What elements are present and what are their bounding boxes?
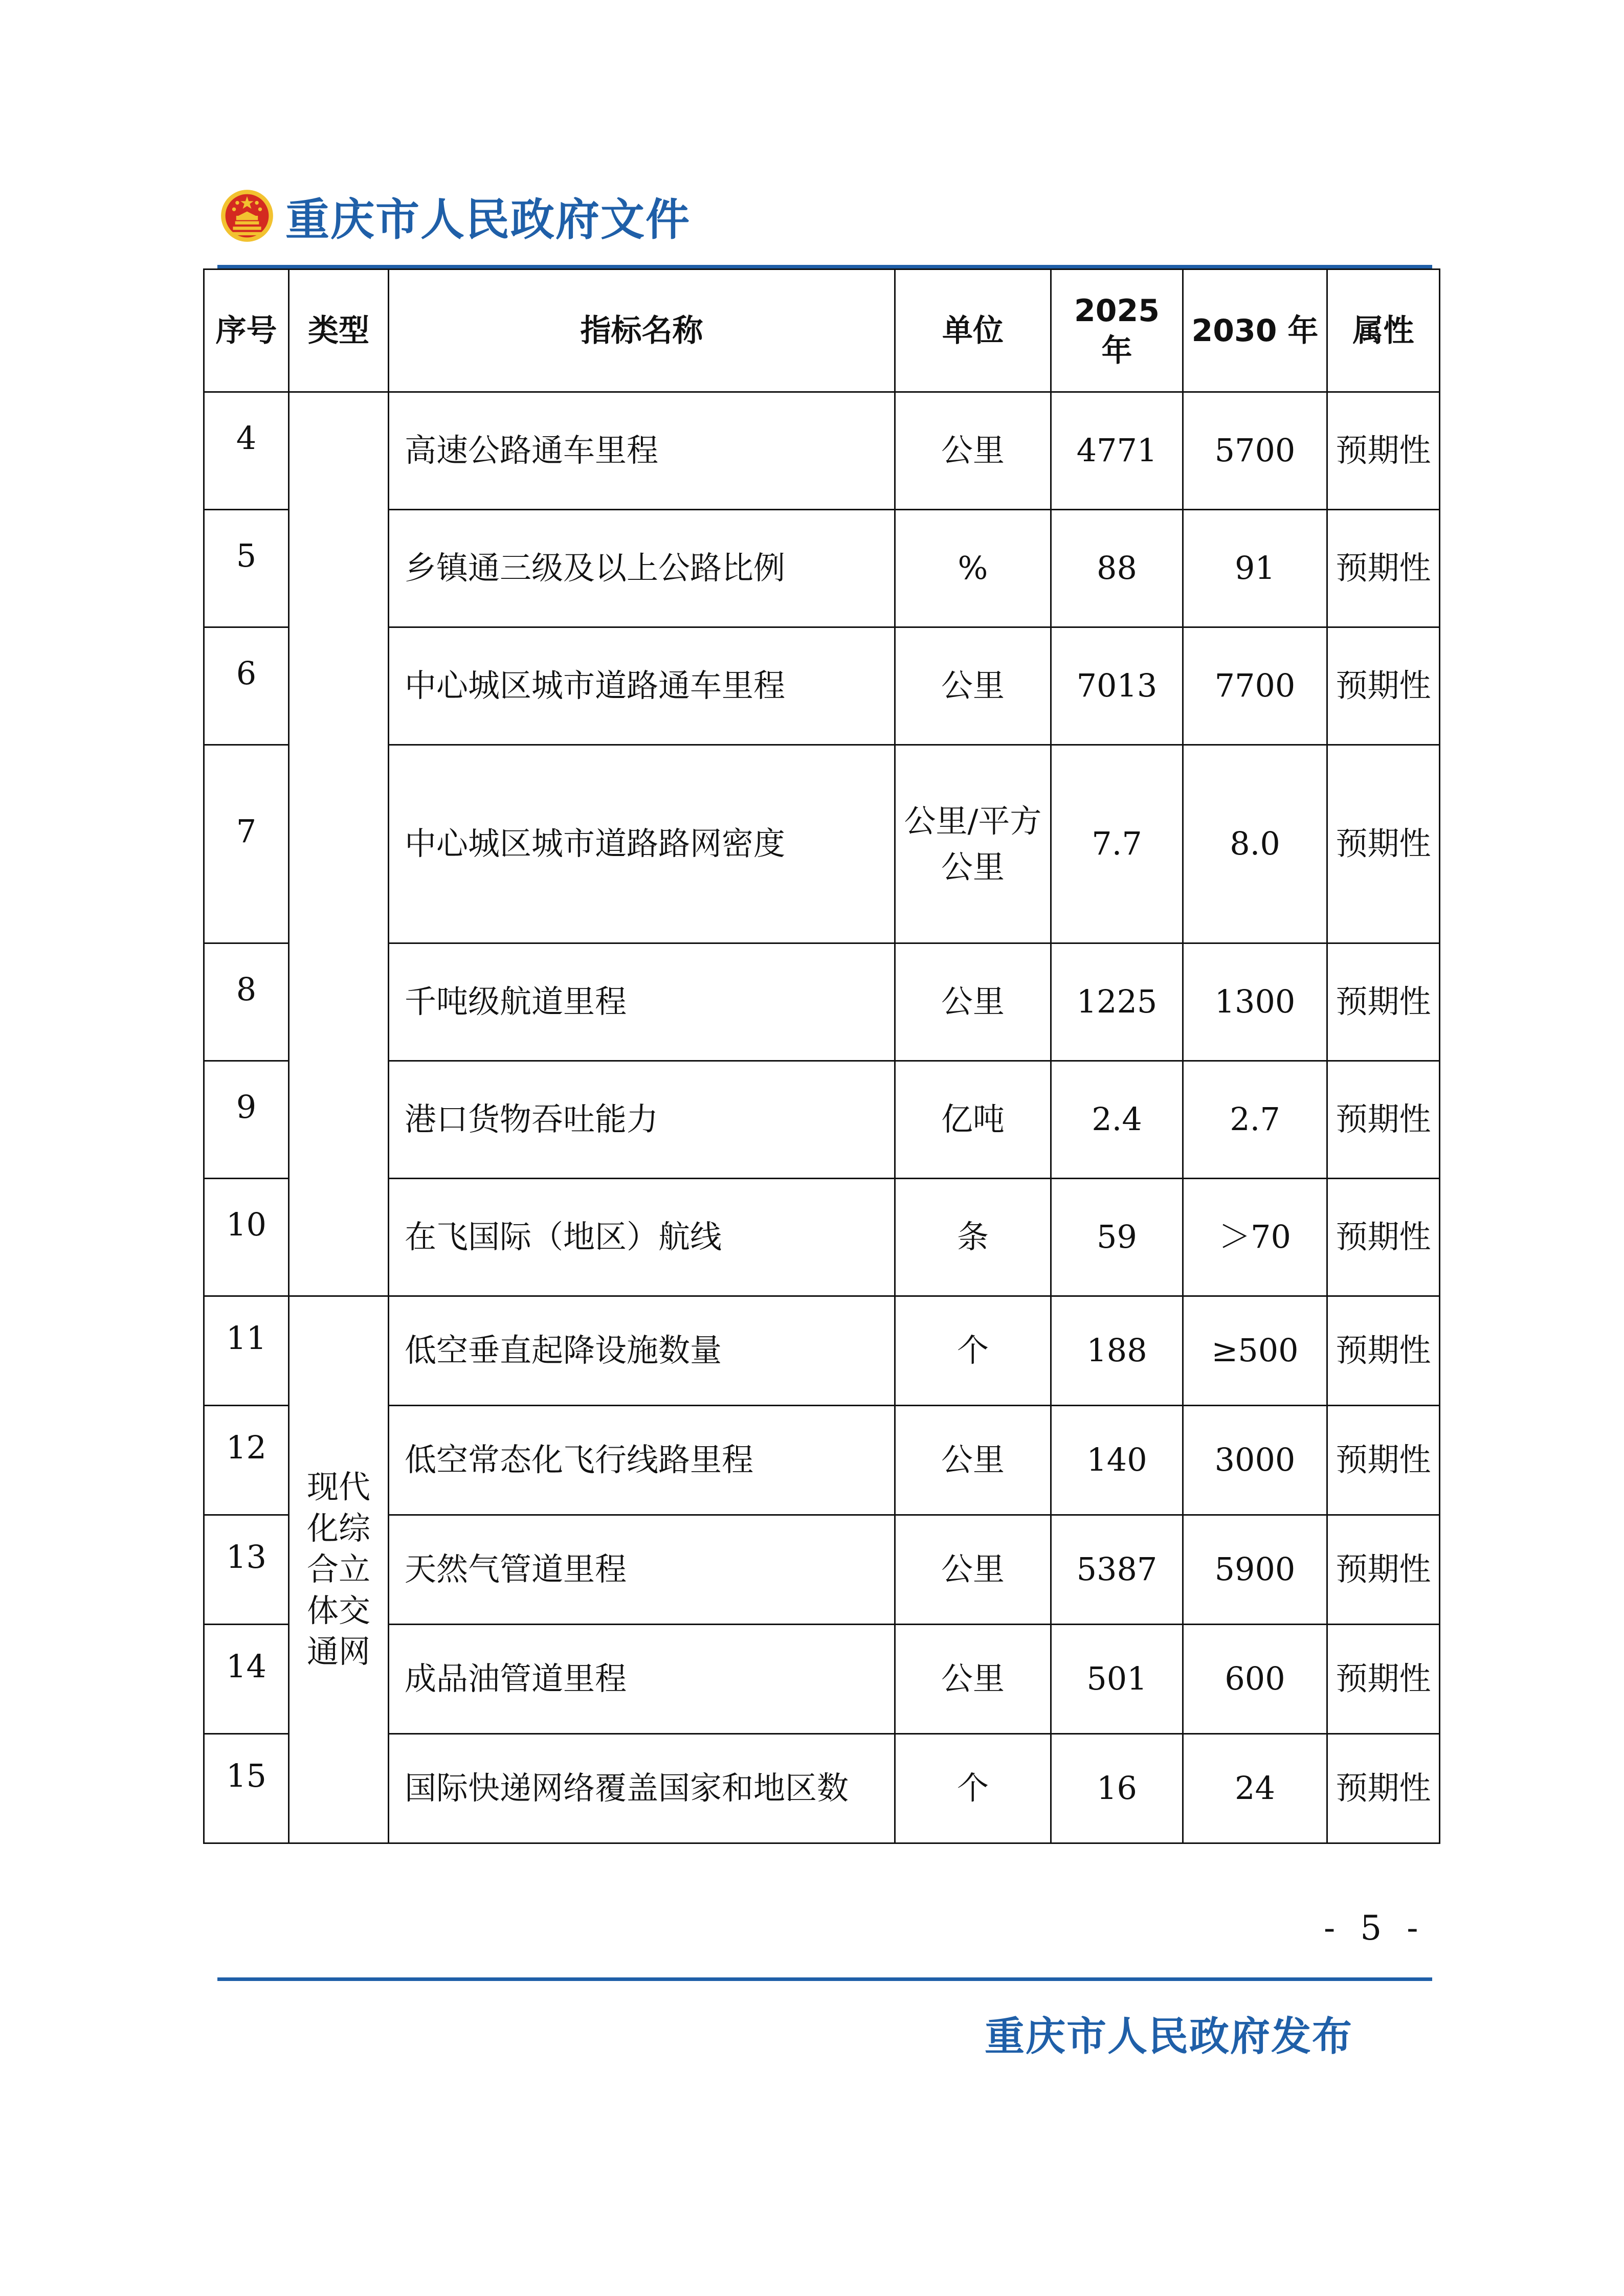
footer-rule: [217, 1977, 1432, 1981]
header-name: 指标名称: [389, 269, 895, 392]
unit-cell: 公里/平方公里: [895, 745, 1051, 943]
value-2025-cell: 501: [1051, 1625, 1183, 1734]
seq-cell: 11: [204, 1296, 289, 1406]
value-2030-cell: 600: [1183, 1625, 1327, 1734]
unit-cell: 个: [895, 1734, 1051, 1843]
header-seq: 序号: [204, 269, 289, 392]
table-header-row: [204, 269, 1440, 392]
attr-cell: 预期性: [1327, 1515, 1440, 1625]
value-2030-cell: 3000: [1183, 1406, 1327, 1515]
unit-cell: 个: [895, 1296, 1051, 1406]
seq-cell: 7: [204, 745, 289, 943]
table-row: [204, 1734, 1440, 1843]
value-2025-cell: 88: [1051, 510, 1183, 627]
name-cell: 高速公路通车里程: [389, 392, 895, 510]
attr-cell: 预期性: [1327, 745, 1440, 943]
seq-cell: 12: [204, 1406, 289, 1515]
header-title: 重庆市人民政府文件: [285, 194, 691, 245]
attr-cell: 预期性: [1327, 1625, 1440, 1734]
unit-cell: 公里: [895, 627, 1051, 745]
value-2030-cell: 1300: [1183, 943, 1327, 1061]
footer-publisher: 重庆市人民政府发布: [985, 2014, 1353, 2060]
attr-cell: 预期性: [1327, 1734, 1440, 1843]
name-cell: 乡镇通三级及以上公路比例: [389, 510, 895, 627]
seq-cell: 6: [204, 627, 289, 745]
seq-cell: 13: [204, 1515, 289, 1625]
name-cell: 成品油管道里程: [389, 1625, 895, 1734]
national-emblem-icon: [220, 189, 274, 243]
seq-cell: 8: [204, 943, 289, 1061]
header-type: 类型: [289, 269, 389, 392]
table-row: [204, 510, 1440, 627]
attr-cell: 预期性: [1327, 510, 1440, 627]
seq-cell: 9: [204, 1061, 289, 1179]
seq-cell: 4: [204, 392, 289, 510]
header-2025: 2025 年: [1051, 269, 1183, 392]
table-row: [204, 1179, 1440, 1296]
type-cell: [289, 1296, 389, 1843]
value-2030-cell: 5700: [1183, 392, 1327, 510]
unit-cell: 公里: [895, 943, 1051, 1061]
value-2030-cell: 7700: [1183, 627, 1327, 745]
unit-cell: 条: [895, 1179, 1051, 1296]
table-row: [204, 627, 1440, 745]
document-header: [220, 185, 691, 246]
value-2025-cell: 188: [1051, 1296, 1183, 1406]
attr-cell: 预期性: [1327, 1406, 1440, 1515]
seq-cell: 15: [204, 1734, 289, 1843]
name-cell: 低空垂直起降设施数量: [389, 1296, 895, 1406]
value-2030-cell: 8.0: [1183, 745, 1327, 943]
header-2030: 2030 年: [1183, 269, 1327, 392]
value-2030-cell: 5900: [1183, 1515, 1327, 1625]
name-cell: 天然气管道里程: [389, 1515, 895, 1625]
attr-cell: 预期性: [1327, 943, 1440, 1061]
table-row: [204, 1406, 1440, 1515]
attr-cell: 预期性: [1327, 627, 1440, 745]
value-2025-cell: 2.4: [1051, 1061, 1183, 1179]
type-label: 现代化综合立体交通网: [306, 1468, 370, 1671]
attr-cell: 预期性: [1327, 1179, 1440, 1296]
value-2025-cell: 1225: [1051, 943, 1183, 1061]
indicator-table: [203, 268, 1440, 1844]
seq-cell: 10: [204, 1179, 289, 1296]
attr-cell: 预期性: [1327, 1061, 1440, 1179]
table-row: [204, 1061, 1440, 1179]
name-cell: 在飞国际（地区）航线: [389, 1179, 895, 1296]
unit-cell: 公里: [895, 392, 1051, 510]
value-2025-cell: 16: [1051, 1734, 1183, 1843]
value-2025-cell: 5387: [1051, 1515, 1183, 1625]
value-2025-cell: 140: [1051, 1406, 1183, 1515]
table-row: [204, 1296, 1440, 1406]
name-cell: 中心城区城市道路路网密度: [389, 745, 895, 943]
table-row: [204, 745, 1440, 943]
seq-cell: 14: [204, 1625, 289, 1734]
value-2030-cell: 24: [1183, 1734, 1327, 1843]
name-cell: 千吨级航道里程: [389, 943, 895, 1061]
name-cell: 国际快递网络覆盖国家和地区数: [389, 1734, 895, 1843]
unit-cell: 公里: [895, 1625, 1051, 1734]
attr-cell: 预期性: [1327, 1296, 1440, 1406]
page-number: - 5 -: [1324, 1908, 1426, 1948]
header-unit: 单位: [895, 269, 1051, 392]
unit-cell: 公里: [895, 1515, 1051, 1625]
name-cell: 港口货物吞吐能力: [389, 1061, 895, 1179]
type-cell: [289, 392, 389, 1296]
value-2025-cell: 7013: [1051, 627, 1183, 745]
value-2030-cell: ≥500: [1183, 1296, 1327, 1406]
seq-cell: 5: [204, 510, 289, 627]
name-cell: 中心城区城市道路通车里程: [389, 627, 895, 745]
unit-cell: 公里: [895, 1406, 1051, 1515]
value-2030-cell: 2.7: [1183, 1061, 1327, 1179]
value-2025-cell: 4771: [1051, 392, 1183, 510]
header-attr: 属性: [1327, 269, 1440, 392]
header-rule: [217, 265, 1432, 268]
table-row: [204, 1515, 1440, 1625]
unit-cell: 亿吨: [895, 1061, 1051, 1179]
name-cell: 低空常态化飞行线路里程: [389, 1406, 895, 1515]
value-2025-cell: 7.7: [1051, 745, 1183, 943]
table-row: [204, 392, 1440, 510]
table-row: [204, 943, 1440, 1061]
value-2025-cell: 59: [1051, 1179, 1183, 1296]
value-2030-cell: ＞70: [1183, 1179, 1327, 1296]
unit-cell: %: [895, 510, 1051, 627]
value-2030-cell: 91: [1183, 510, 1327, 627]
table-row: [204, 1625, 1440, 1734]
attr-cell: 预期性: [1327, 392, 1440, 510]
